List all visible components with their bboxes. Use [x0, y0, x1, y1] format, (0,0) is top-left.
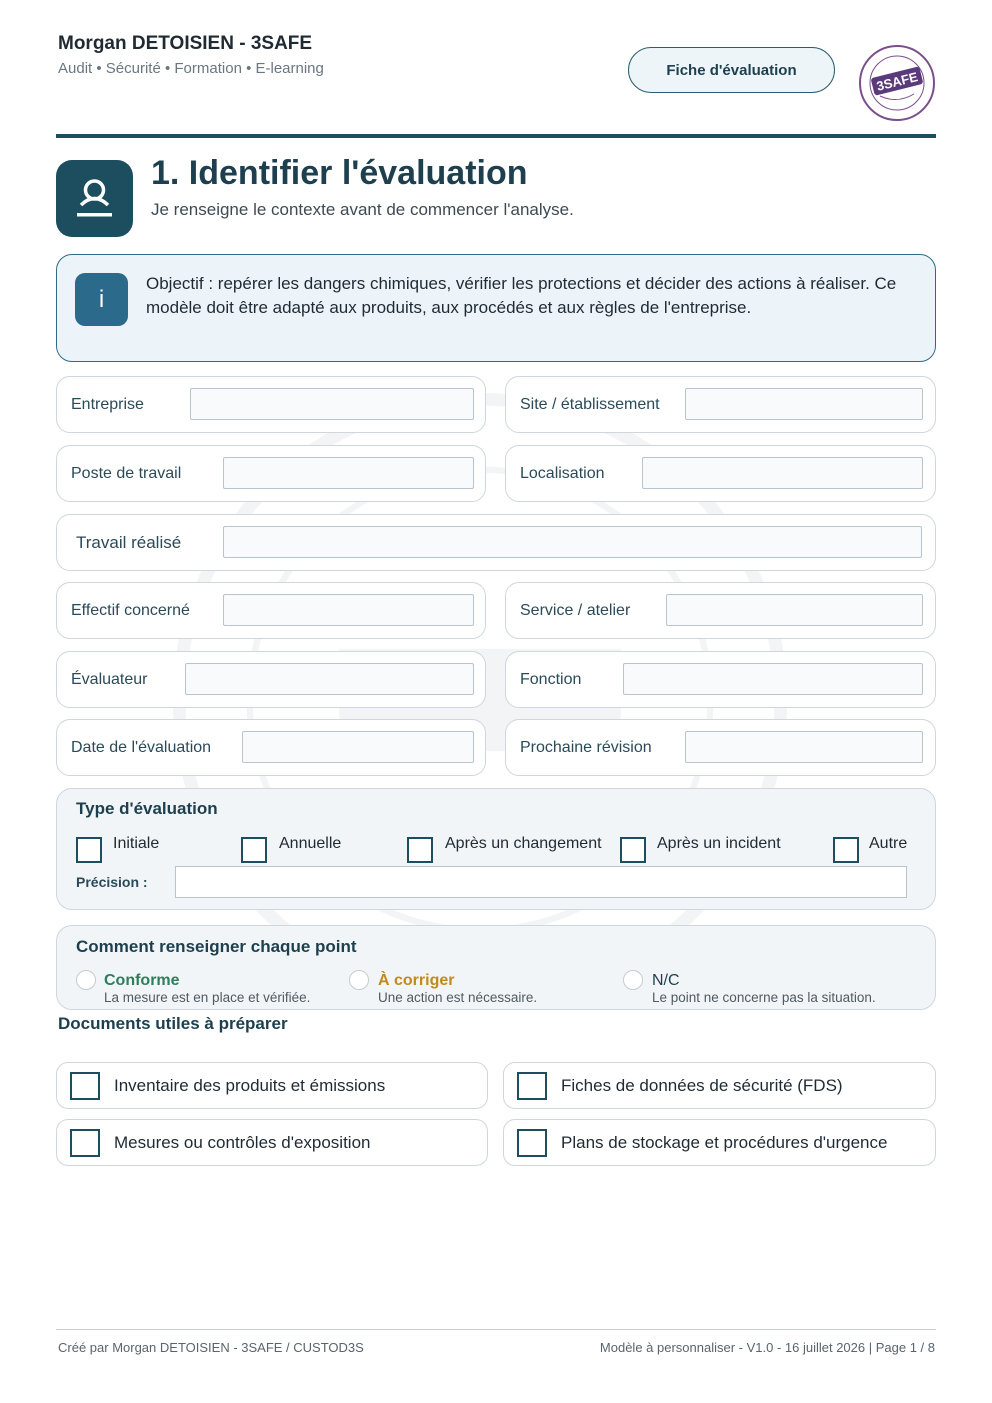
option-label: Annuelle: [279, 835, 342, 852]
service-input[interactable]: [666, 594, 923, 626]
field-localisation: [505, 445, 936, 502]
precision-label: Précision :: [76, 874, 148, 890]
page-title: 1. Identifier l'évaluation: [151, 154, 528, 192]
field-label: Travail réalisé: [76, 532, 182, 552]
site-input[interactable]: [685, 388, 923, 420]
field-label: Site / établissement: [520, 395, 660, 413]
radio-conforme: [76, 970, 96, 990]
option-label: Après un incident: [657, 835, 781, 852]
legend-conforme-desc: La mesure est en place et vérifiée.: [104, 990, 311, 1005]
objective-text: Objectif : repérer les dangers chimiques, vérifier les protections et décider des actions à réaliser. Ce modèle doit être adapté aux produits, aux procédés et aux règles de l'entreprise.: [146, 274, 897, 317]
page-subtitle: Je renseigne le contexte avant de commencer l'analyse.: [151, 200, 574, 219]
field-label: Localisation: [520, 464, 605, 482]
legend-title: Comment renseigner chaque point: [76, 937, 357, 956]
field-evaluateur: [56, 651, 486, 708]
field-label: Entreprise: [71, 395, 144, 413]
doc-item-mesures: [56, 1119, 488, 1166]
doc-checkbox[interactable]: [70, 1129, 100, 1157]
date-input[interactable]: [242, 731, 474, 763]
field-label: Prochaine révision: [520, 738, 652, 756]
doc-item-plans: [503, 1119, 936, 1166]
doc-label: Fiches de données de sécurité (FDS): [561, 1075, 843, 1095]
evaluateur-input[interactable]: [185, 663, 474, 695]
field-travail: [56, 514, 936, 571]
poste-input[interactable]: [223, 457, 474, 489]
legend-panel: [56, 925, 936, 1010]
3safe-logo: [858, 44, 936, 122]
effectif-input[interactable]: [223, 594, 474, 626]
legend-a-corriger-title: À corriger: [378, 972, 455, 989]
option-label: Après un changement: [445, 835, 602, 852]
checkbox-initiale[interactable]: [76, 837, 102, 863]
field-fonction: [505, 651, 936, 708]
field-label: Fonction: [520, 670, 582, 688]
type-evaluation-title: Type d'évaluation: [76, 799, 218, 818]
doc-checkbox[interactable]: [70, 1072, 100, 1100]
type-evaluation-panel: [56, 788, 936, 910]
svg-text:3SAFE: 3SAFE: [874, 69, 920, 94]
brand-tagline: Audit • Sécurité • Formation • E-learning: [58, 60, 324, 77]
documents-title: Documents utiles à préparer: [58, 1014, 288, 1033]
field-service: [505, 582, 936, 639]
localisation-input[interactable]: [642, 457, 923, 489]
checkbox-autre[interactable]: [833, 837, 859, 863]
header-divider: [56, 134, 936, 138]
legend-conforme-title: Conforme: [104, 972, 180, 989]
field-label: Évaluateur: [71, 670, 148, 688]
field-label: Service / atelier: [520, 601, 631, 619]
field-label: Effectif concerné: [71, 601, 190, 619]
doc-checkbox[interactable]: [517, 1129, 547, 1157]
doc-label: Mesures ou contrôles d'exposition: [114, 1132, 371, 1152]
footer-divider: [56, 1329, 936, 1330]
doc-checkbox[interactable]: [517, 1072, 547, 1100]
legend-nc-desc: Le point ne concerne pas la situation.: [652, 990, 876, 1005]
footer-credit: Créé par Morgan DETOISIEN - 3SAFE / CUSTOD3S: [58, 1340, 364, 1355]
user-icon: [56, 160, 133, 237]
field-revision: [505, 719, 936, 776]
entreprise-input[interactable]: [190, 388, 474, 420]
radio-a-corriger: [349, 970, 369, 990]
footer-version: Modèle à personnaliser - V1.0 - 16 juillet 2026 | Page 1 / 8: [599, 1340, 935, 1355]
doc-item-inventaire: [56, 1062, 488, 1109]
checkbox-apres-incident[interactable]: [620, 837, 646, 863]
fiche-evaluation-badge: Fiche d'évaluation: [628, 47, 835, 93]
field-date: [56, 719, 486, 776]
brand-name: Morgan DETOISIEN - 3SAFE: [58, 33, 313, 54]
fonction-input[interactable]: [623, 663, 923, 695]
info-icon: i: [75, 273, 128, 326]
legend-nc-title: N/C: [652, 972, 680, 989]
radio-nc: [623, 970, 643, 990]
field-entreprise: [56, 376, 486, 433]
travail-input[interactable]: [223, 526, 922, 558]
field-label: Poste de travail: [71, 464, 182, 482]
checkbox-apres-changement[interactable]: [407, 837, 433, 863]
precision-input[interactable]: [175, 866, 907, 898]
field-site: [505, 376, 936, 433]
field-label: Date de l'évaluation: [71, 738, 212, 756]
field-effectif: [56, 582, 486, 639]
option-label: Initiale: [113, 835, 160, 852]
option-label: Autre: [869, 835, 908, 852]
revision-input[interactable]: [685, 731, 923, 763]
checkbox-annuelle[interactable]: [241, 837, 267, 863]
doc-label: Plans de stockage et procédures d'urgence: [561, 1132, 888, 1152]
doc-label: Inventaire des produits et émissions: [114, 1075, 386, 1095]
doc-item-fds: [503, 1062, 936, 1109]
legend-a-corriger-desc: Une action est nécessaire.: [378, 990, 538, 1005]
field-poste: [56, 445, 486, 502]
